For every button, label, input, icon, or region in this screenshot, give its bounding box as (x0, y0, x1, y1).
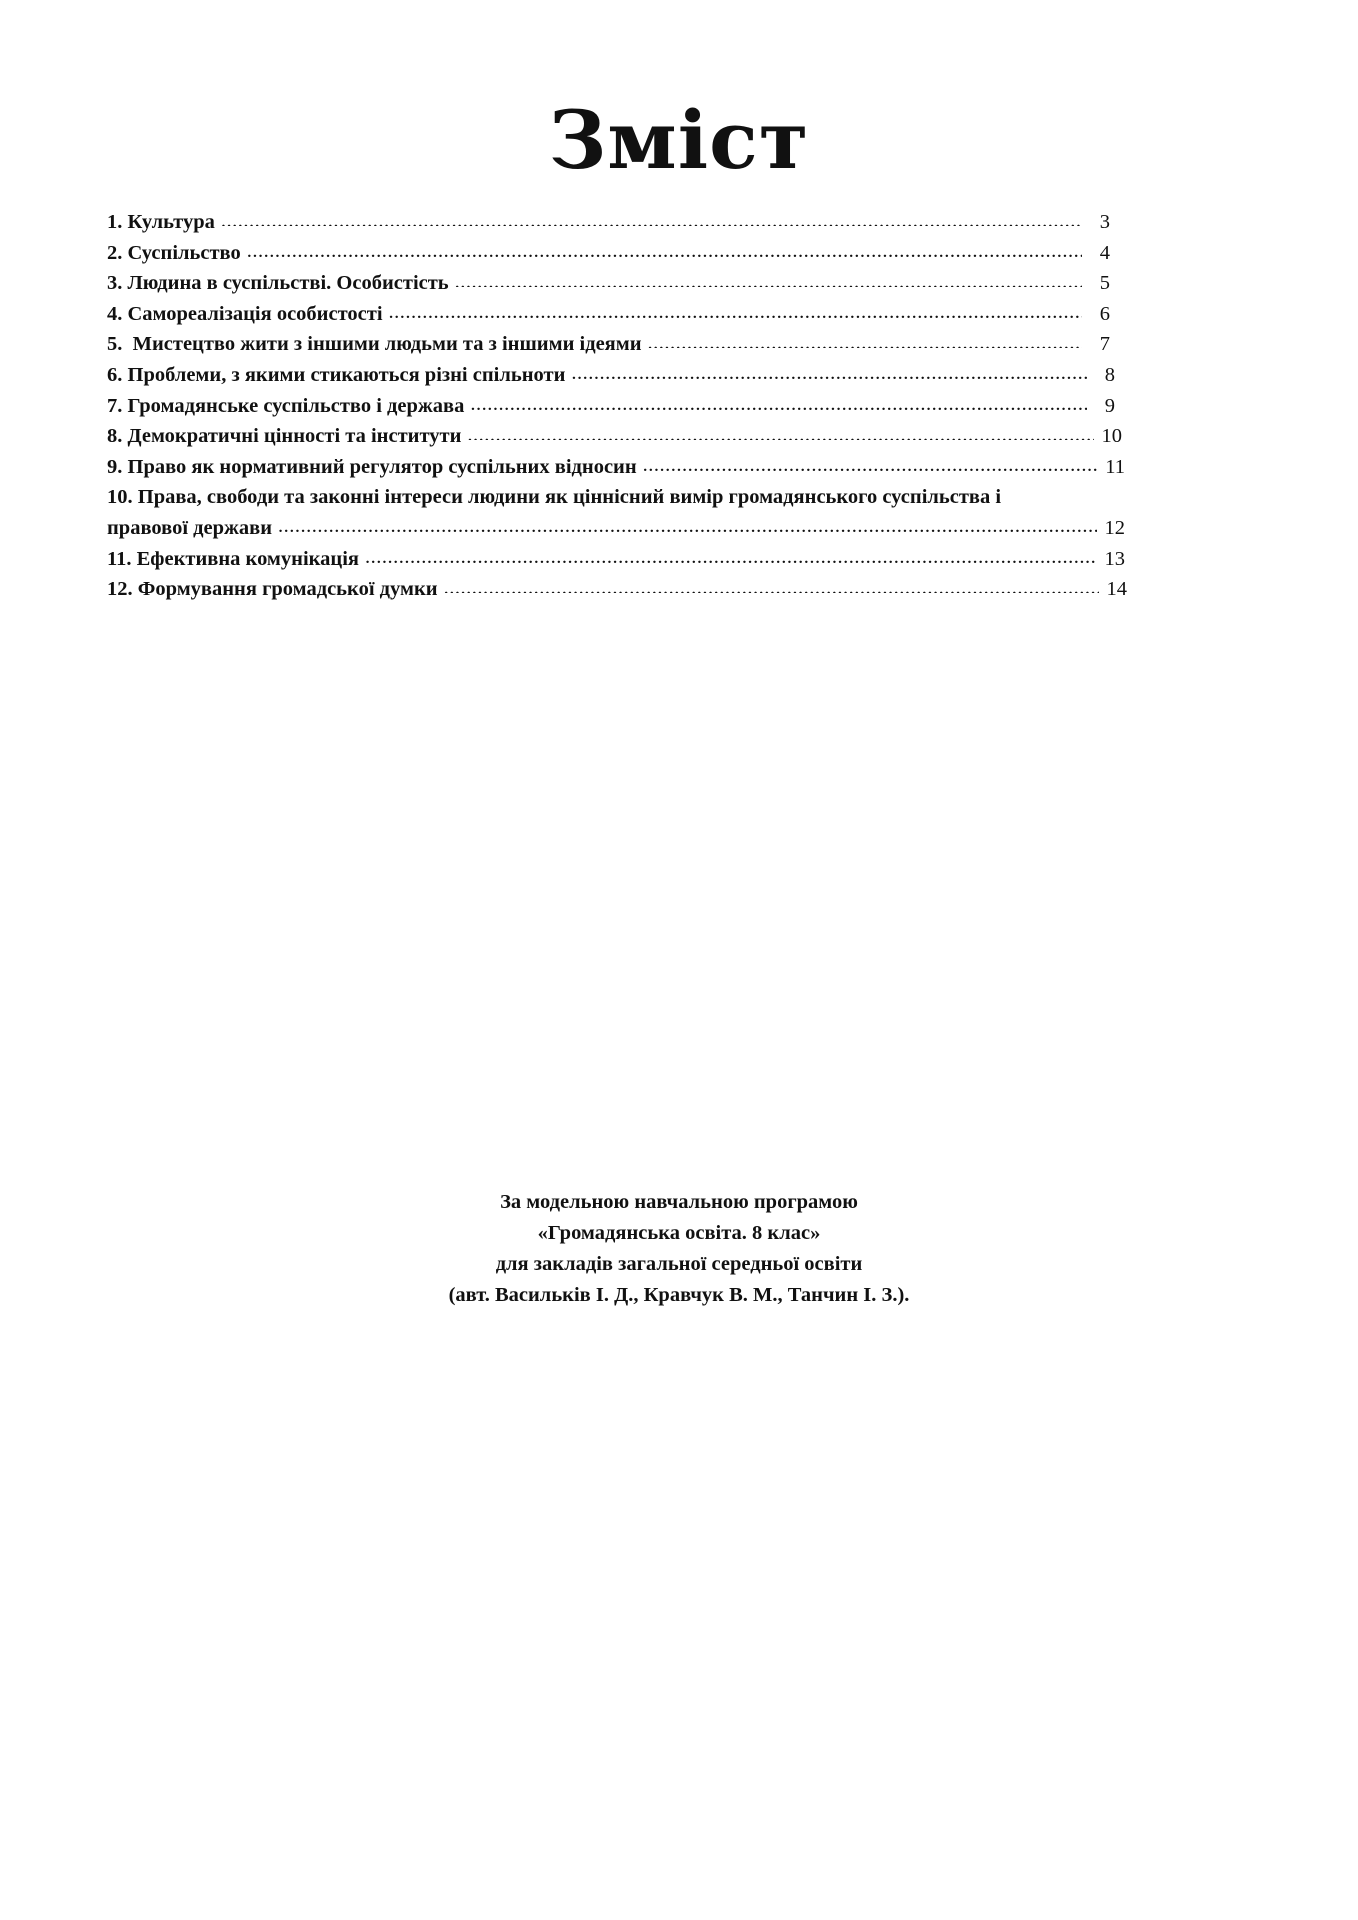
toc-entry-title: 11. Ефективна комунікація (107, 547, 359, 570)
toc-entry-2[interactable] (107, 238, 1110, 269)
toc-entry-4[interactable] (107, 299, 1110, 330)
toc-page-number: 11 (1105, 455, 1125, 478)
toc-entry-9[interactable] (107, 452, 1125, 483)
toc-page-number: 9 (1104, 394, 1115, 417)
toc-page-number: 6 (1099, 302, 1110, 325)
dot-leader (247, 236, 1082, 257)
dot-leader (571, 358, 1087, 379)
toc-entry-10[interactable] (107, 482, 1127, 543)
toc-entry-title: 2. Суспільство (107, 241, 241, 264)
toc-page-number: 12 (1104, 516, 1125, 539)
toc-page-number: 13 (1104, 547, 1125, 570)
toc-entry-title: 1. Культура (107, 211, 215, 233)
toc-entry-title-line2: правової держави (107, 516, 273, 539)
toc-page-number: 14 (1106, 578, 1127, 601)
toc-entry-6[interactable] (107, 360, 1115, 391)
toc-entry-11[interactable] (107, 544, 1125, 575)
dot-leader (467, 420, 1094, 441)
toc-page-number: 5 (1099, 272, 1110, 295)
program-credits (0, 1187, 1358, 1311)
toc-entry-12[interactable] (107, 574, 1127, 605)
toc-entry-title: 12. Формування громадської думки (107, 578, 438, 601)
dot-leader (278, 511, 1097, 532)
credits-line-4: (авт. Васильків І. Д., Кравчук В. М., Танчин І. З.). (448, 1284, 910, 1306)
dot-leader (648, 328, 1082, 349)
dot-leader (444, 573, 1099, 594)
toc-entry-1[interactable] (107, 207, 1110, 238)
credits-line-3: для закладів загальної середньої освіти (495, 1253, 863, 1275)
dot-leader (389, 297, 1082, 318)
credits-line-1: За модельною навчальною програмою (500, 1191, 858, 1213)
toc-entry-3[interactable] (107, 268, 1110, 299)
toc-entry-5[interactable] (107, 329, 1110, 360)
toc-page-number: 10 (1101, 425, 1122, 448)
toc-page-number: 8 (1104, 363, 1115, 386)
toc-page-number: 7 (1099, 333, 1110, 356)
dot-leader (365, 542, 1097, 563)
dot-leader (455, 267, 1082, 288)
toc-entry-title: 5. Мистецтво жити з іншими людьми та з іншими ідеями (107, 333, 642, 356)
dot-leader (470, 389, 1087, 410)
toc-entry-7[interactable] (107, 391, 1115, 422)
credits-line-2: «Громадянська освіта. 8 клас» (537, 1222, 821, 1244)
dot-leader (221, 206, 1082, 227)
toc-entry-title: 7. Громадянське суспільство і держава (107, 394, 465, 417)
table-of-contents (107, 207, 1127, 605)
dot-leader (643, 450, 1097, 471)
toc-entry-title: 8. Демократичні цінності та інститути (107, 425, 462, 448)
toc-entry-title: 6. Проблеми, з якими стикаються різні спільноти (107, 363, 566, 386)
toc-entry-title: 9. Право як нормативний регулятор суспільних відносин (107, 455, 637, 478)
toc-page-number: 4 (1099, 241, 1110, 264)
toc-entry-second-row (107, 513, 1125, 544)
toc-entry-title: 3. Людина в суспільстві. Особистість (107, 272, 449, 295)
toc-entry-title: 4. Самореалізація особистості (107, 302, 383, 325)
toc-page-number: 3 (1099, 211, 1110, 233)
toc-entry-title-line1: 10. Права, свободи та законні інтереси людини як ціннісний вимір громадянського суспільства і (107, 486, 1002, 509)
toc-entry-8[interactable] (107, 421, 1122, 452)
page-title: Зміст (548, 93, 810, 187)
